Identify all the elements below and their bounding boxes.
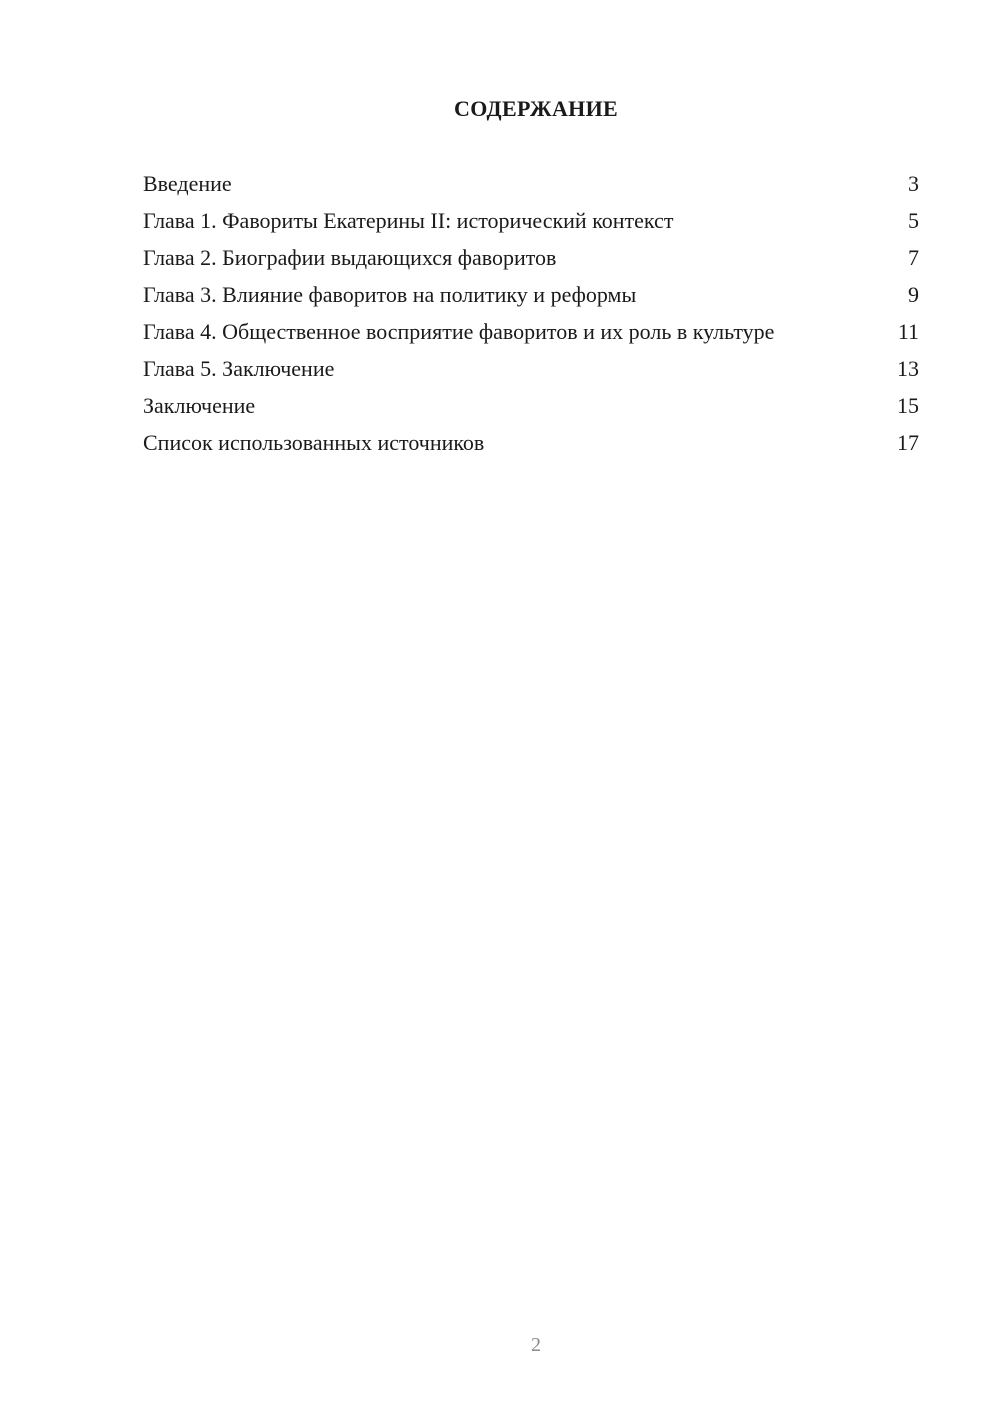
toc-entry-chapter-5 [143, 355, 919, 383]
toc-entry-page: 7 [908, 245, 919, 270]
toc-entry-chapter-3 [143, 281, 919, 309]
toc-entry-page: 9 [908, 282, 919, 307]
toc-entry-label: Глава 5. Заключение [143, 356, 335, 381]
toc-entry-label: Введение [143, 171, 232, 196]
toc-entry-chapter-2 [143, 244, 919, 272]
toc-entry-label: Глава 4. Общественное восприятие фаворитов и их роль в культуре [143, 319, 775, 344]
toc-entry-introduction [143, 170, 919, 198]
toc-entry-label: Заключение [143, 393, 256, 418]
table-of-contents [143, 170, 919, 466]
toc-entry-page: 3 [908, 171, 919, 196]
toc-entry-label: Глава 2. Биографии выдающихся фаворитов [143, 245, 557, 270]
toc-entry-page: 15 [897, 393, 919, 418]
toc-entry-label: Список использованных источников [143, 430, 485, 455]
toc-entry-label: Глава 1. Фавориты Екатерины II: исторический контекст [143, 208, 674, 233]
toc-entry-page: 5 [908, 208, 919, 233]
toc-entry-label: Глава 3. Влияние фаворитов на политику и реформы [143, 282, 637, 307]
toc-entry-conclusion [143, 392, 919, 420]
toc-entry-references [143, 429, 919, 457]
toc-entry-chapter-4 [143, 318, 919, 346]
page-title: СОДЕРЖАНИЕ [454, 96, 618, 121]
toc-entry-chapter-1 [143, 207, 919, 235]
toc-entry-page: 11 [897, 319, 919, 344]
toc-entry-page: 17 [897, 430, 919, 455]
page-number: 2 [531, 1334, 541, 1356]
toc-entry-page: 13 [897, 356, 919, 381]
